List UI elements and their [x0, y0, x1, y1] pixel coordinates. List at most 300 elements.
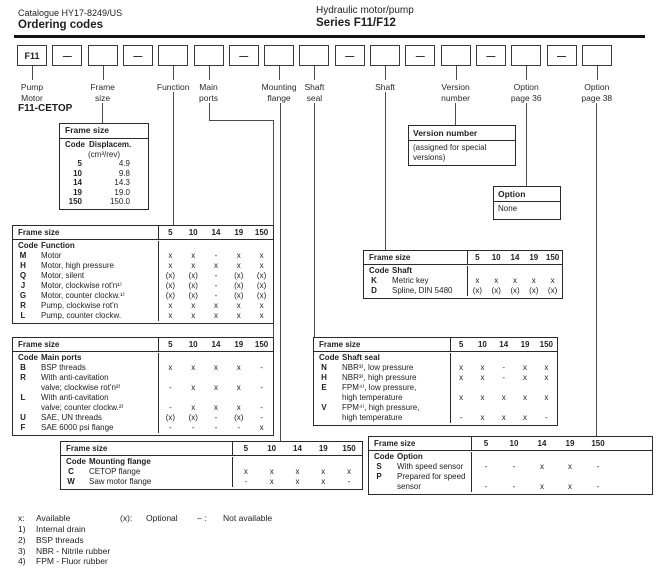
availability-cell: x: [295, 477, 300, 486]
code-cell: L: [20, 393, 26, 402]
code-cell: K: [371, 276, 377, 285]
frame-size-columns: [450, 338, 558, 351]
footnote-line: [18, 546, 110, 557]
code-cell: N: [321, 363, 327, 372]
legend-label: Available: [36, 513, 71, 523]
availability-cell: x: [544, 363, 549, 372]
displacement-rows: [60, 159, 148, 207]
availability-cell: -: [214, 423, 218, 432]
code-cell: 14: [73, 178, 82, 187]
category-header-label: Shaft: [392, 266, 412, 275]
code-cell: R: [20, 301, 26, 310]
table-row: [13, 383, 273, 393]
frame-size-columns: [467, 251, 562, 264]
code-cell: [314, 393, 342, 403]
frame-col-header: 5: [483, 438, 489, 448]
code-separator-box: —: [229, 45, 259, 66]
code-separator-box: —: [123, 45, 153, 66]
availability-cell: x: [259, 301, 264, 310]
description-cell: NBR³⁾, high pressure: [342, 373, 417, 382]
box-connector-tick: [173, 66, 174, 80]
code-cell: C: [68, 467, 74, 476]
connector-mounting-flange: [280, 103, 281, 441]
code-box-prefix: F11: [17, 45, 47, 66]
mounting-flange-table: [60, 441, 363, 490]
code-separator-box: —: [405, 45, 435, 66]
availability-cell: x: [523, 413, 528, 422]
table-subheader: [13, 353, 273, 363]
code-header-label: Code: [18, 241, 38, 250]
availability-cell: (x): [510, 286, 520, 295]
table-row: [13, 373, 273, 383]
table-body: [364, 265, 562, 298]
table-row: [61, 477, 362, 487]
availability-cell: x: [213, 311, 218, 320]
code-cell: J: [20, 281, 26, 290]
box-connector-tick: [385, 66, 386, 80]
frame-size-columns: [232, 442, 362, 455]
availability-cell: -: [596, 482, 600, 491]
code-box-blank: [511, 45, 541, 66]
code-header-label: Code: [66, 457, 86, 466]
table-row: [60, 169, 148, 179]
frame-col-header: 14: [510, 252, 520, 262]
footnote-number: 1): [18, 524, 26, 534]
availability-cell: (x): [188, 413, 198, 422]
table-row: [13, 251, 273, 261]
code-header-label: Code: [18, 353, 38, 362]
table-row: [314, 383, 557, 393]
frame-col-header: 5: [458, 339, 464, 349]
availability-cell: (x): [234, 413, 244, 422]
footnote-text: Internal drain: [36, 524, 86, 534]
description-cell: Motor: [41, 251, 62, 260]
table-body: [13, 240, 273, 323]
table-row: [369, 482, 652, 492]
code-box-blank: [264, 45, 294, 66]
frame-col-header: 150: [545, 252, 560, 262]
code-cell: M: [19, 251, 27, 260]
connector-version-number: [455, 103, 456, 125]
category-header-label: Mounting flange: [89, 457, 151, 466]
code-group-label: Option page 38: [581, 82, 613, 103]
function-table: [12, 225, 274, 324]
frame-col-header: 150: [591, 438, 605, 448]
table-column-headers: [60, 139, 148, 150]
table-row: [314, 363, 557, 373]
availability-cell: -: [169, 403, 172, 412]
code-cell: 10: [73, 168, 82, 178]
description-cell: Motor, high pressure: [41, 261, 114, 270]
code-group-label: Function: [156, 82, 190, 92]
availability-cell: x: [295, 467, 300, 476]
availability-cell: (x): [256, 281, 267, 290]
frame-size-header-label: Frame size: [66, 443, 108, 453]
availability-cell: x: [540, 482, 544, 491]
availability-cell: x: [191, 383, 196, 392]
availability-cell: x: [321, 467, 326, 476]
footnote-line: [18, 535, 110, 546]
availability-cell: (x): [188, 271, 198, 280]
availability-cell: -: [512, 462, 516, 471]
description-cell: Spline, DIN 5480: [392, 286, 453, 295]
table-row: [13, 423, 273, 433]
availability-cell: -: [237, 423, 241, 432]
frame-col-header: 150: [539, 339, 554, 349]
box-connector-tick: [209, 66, 210, 80]
frame-col-header: 150: [342, 443, 356, 453]
table-row: [13, 301, 273, 311]
version-number-box: [408, 125, 516, 166]
code-cell: [314, 413, 342, 423]
availability-cell: x: [236, 403, 241, 412]
frame-col-header: 14: [293, 443, 302, 453]
availability-cell: x: [259, 423, 264, 432]
code-column-header: Code: [65, 140, 85, 149]
code-cell: D: [371, 286, 377, 295]
legend-symbol: – :: [197, 513, 207, 523]
code-separator-box: —: [547, 45, 577, 66]
availability-cell: x: [550, 276, 555, 285]
availability-cell: -: [502, 363, 506, 372]
box-connector-tick: [526, 66, 527, 80]
footnote-number: 2): [18, 534, 26, 545]
availability-cell: (x): [188, 281, 198, 290]
description-cell: BSP threads: [41, 363, 86, 372]
availability-cell: x: [480, 393, 485, 402]
legend-optional: [120, 513, 197, 523]
description-cell: NBR³⁾, low pressure: [342, 363, 414, 372]
availability-cell: x: [168, 251, 173, 260]
availability-cell: x: [191, 311, 196, 320]
code-cell: W: [67, 477, 75, 486]
availability-cell: -: [596, 462, 600, 471]
availability-cell: (x): [491, 286, 501, 295]
displacement-cell: 14.3: [114, 178, 130, 187]
availability-cell: -: [214, 271, 218, 280]
code-cell: E: [321, 383, 327, 392]
description-cell: With anti-cavitation: [41, 393, 109, 402]
connector-shaft-seal: [314, 103, 315, 337]
description-cell: Motor, silent: [41, 271, 85, 280]
code-separator-box: —: [335, 45, 365, 66]
description-cell: Saw motor flange: [89, 477, 152, 486]
table-row: [364, 286, 562, 296]
frame-col-header: 10: [188, 227, 198, 237]
code-group-label: Shaft seal: [304, 82, 325, 103]
footnote-text: BSP threads: [36, 534, 84, 545]
availability-cell: (x): [234, 271, 244, 280]
availability-cell: x: [236, 363, 241, 372]
catalogue-number: Catalogue HY17-8249/US: [18, 8, 123, 18]
frame-col-header: 10: [267, 443, 277, 453]
availability-cell: (x): [256, 271, 267, 280]
code-box-blank: [299, 45, 329, 66]
availability-cell: x: [236, 311, 241, 320]
legend: [18, 513, 272, 523]
table-title: Frame size: [60, 124, 148, 139]
code-group-label: Main ports: [199, 82, 218, 103]
code-cell: Q: [19, 271, 27, 280]
availability-cell: x: [213, 383, 218, 392]
availability-cell: -: [347, 477, 351, 486]
availability-cell: -: [169, 423, 172, 432]
table-body: [13, 352, 273, 435]
code-cell: B: [20, 363, 26, 372]
availability-cell: x: [347, 467, 352, 476]
availability-cell: x: [459, 373, 464, 382]
code-separator-box: —: [476, 45, 506, 66]
frame-size-columns: [471, 437, 652, 450]
availability-cell: x: [523, 373, 528, 382]
option-none-box: [493, 186, 561, 220]
availability-cell: x: [568, 482, 572, 491]
availability-cell: x: [168, 301, 173, 310]
availability-cell: x: [191, 261, 196, 270]
shaft-seal-table: [313, 337, 558, 426]
series-title: Series F11/F12: [316, 17, 396, 29]
frame-size-displacement-table: [59, 123, 149, 210]
description-cell: sensor: [397, 482, 422, 491]
availability-cell: -: [260, 413, 263, 422]
table-row: [369, 472, 652, 482]
description-cell: Pump, clockwise rot'n: [41, 301, 119, 310]
footnote-line: [18, 524, 110, 535]
availability-cell: x: [269, 467, 274, 476]
category-header-label: Function: [41, 241, 75, 250]
table-row: [13, 393, 273, 403]
product-title: Hydraulic motor/pump: [316, 5, 414, 16]
availability-cell: x: [568, 462, 572, 471]
availability-cell: -: [214, 251, 218, 260]
footnote-number: 3): [18, 545, 26, 556]
legend-symbol: (x):: [120, 513, 133, 523]
availability-cell: (x): [529, 286, 539, 295]
code-cell: [369, 482, 397, 492]
availability-cell: x: [321, 477, 326, 486]
page-section-title: Ordering codes: [18, 19, 103, 31]
frame-col-header: 19: [234, 227, 244, 237]
category-header-label: Option: [397, 452, 423, 461]
main-ports-table: [12, 337, 274, 436]
code-separator-box: —: [52, 45, 82, 66]
availability-cell: -: [545, 413, 548, 422]
availability-cell: -: [260, 363, 263, 372]
table-header: [314, 338, 557, 352]
description-cell: valve; clockwise rot'n²⁾: [41, 383, 121, 392]
version-box-body: (assigned for special versions): [413, 143, 487, 162]
availability-cell: x: [243, 467, 248, 476]
box-connector-tick: [456, 66, 457, 80]
description-cell: With speed sensor: [397, 462, 464, 471]
availability-cell: (x): [165, 291, 176, 300]
availability-cell: x: [494, 276, 499, 285]
displacement-cell: 150.0: [109, 197, 130, 206]
availability-cell: x: [531, 276, 536, 285]
code-group-label: Option page 36: [510, 82, 542, 103]
option-table: [368, 436, 653, 495]
frame-col-header: 10: [491, 252, 501, 262]
code-cell: G: [19, 291, 27, 300]
description-cell: valve; counter clockw.²⁾: [41, 403, 124, 412]
frame-col-header: 150: [254, 339, 269, 349]
availability-cell: x: [236, 261, 241, 270]
availability-cell: -: [191, 423, 195, 432]
code-cell: 150: [68, 197, 82, 206]
frame-col-header: 5: [168, 339, 173, 349]
frame-col-header: 19: [318, 443, 328, 453]
code-box-blank: [582, 45, 612, 66]
availability-cell: x: [236, 383, 241, 392]
frame-size-header-label: Frame size: [319, 339, 361, 349]
description-cell: SAE, UN threads: [41, 413, 102, 422]
frame-col-header: 19: [234, 339, 244, 349]
code-group-label: Shaft: [375, 82, 395, 92]
displacement-cell: 19.0: [114, 187, 130, 197]
code-cell: U: [20, 413, 26, 422]
availability-cell: -: [459, 413, 463, 422]
connector-main-ports-v1: [209, 103, 210, 121]
unit-label: (cm³/rev): [88, 149, 120, 159]
availability-cell: -: [484, 462, 488, 471]
code-group-label: Mounting flange: [261, 82, 297, 103]
option-box-value: None: [498, 204, 518, 213]
footnotes: [18, 524, 110, 567]
availability-cell: x: [480, 413, 485, 422]
code-cell: F: [20, 423, 26, 432]
availability-cell: x: [501, 413, 506, 422]
code-box-blank: [370, 45, 400, 66]
frame-col-header: 5: [475, 252, 480, 262]
availability-cell: -: [260, 383, 263, 392]
availability-cell: (x): [165, 271, 176, 280]
description-cell: With anti-cavitation: [41, 373, 109, 382]
availability-cell: x: [269, 477, 274, 486]
connector-option-36: [526, 103, 527, 186]
code-cell: L: [20, 311, 26, 320]
availability-cell: x: [191, 403, 196, 412]
frame-col-header: 14: [537, 438, 547, 448]
table-body: [61, 456, 362, 489]
table-row: [13, 261, 273, 271]
model-designation: F11-CETOP: [18, 103, 73, 114]
table-row: [314, 373, 557, 383]
availability-cell: x: [213, 301, 218, 310]
table-row: [60, 188, 148, 198]
description-cell: Pump, counter clockw.: [41, 311, 122, 320]
frame-col-header: 5: [168, 227, 173, 237]
availability-cell: x: [168, 311, 173, 320]
code-cell: 19: [73, 187, 82, 197]
table-header: [13, 226, 273, 240]
connector-main-ports-h: [209, 120, 274, 121]
frame-col-header: 10: [509, 438, 519, 448]
table-row: [369, 462, 652, 472]
table-subheader: [13, 241, 273, 251]
category-header-label: Shaft seal: [342, 353, 380, 362]
table-row: [13, 363, 273, 373]
version-box-title: Version number: [409, 126, 515, 141]
availability-cell: -: [484, 482, 488, 491]
availability-cell: -: [244, 477, 248, 486]
availability-cell: x: [259, 251, 264, 260]
table-row: [60, 178, 148, 188]
code-cell: [13, 383, 41, 393]
code-cell: H: [20, 261, 26, 270]
frame-col-header: 5: [243, 443, 249, 453]
table-row: [13, 403, 273, 413]
availability-cell: (x): [472, 286, 483, 295]
availability-cell: x: [512, 276, 517, 285]
table-header: [364, 251, 562, 265]
frame-col-header: 150: [254, 227, 269, 237]
table-row: [314, 393, 557, 403]
table-row: [13, 413, 273, 423]
availability-cell: x: [213, 261, 218, 270]
table-header: [369, 437, 652, 451]
frame-size-header-label: Frame size: [369, 252, 411, 262]
footnote-number: 4): [18, 556, 26, 567]
connector-frame-size: [102, 103, 103, 123]
availability-cell: x: [191, 251, 196, 260]
description-cell: CETOP flange: [89, 467, 141, 476]
availability-cell: x: [459, 363, 464, 372]
table-row: [13, 281, 273, 291]
table-row: [60, 159, 148, 169]
description-cell: Prepared for speed: [397, 472, 466, 481]
footnote-text: FPM - Fluor rubber: [36, 556, 108, 567]
availability-cell: x: [501, 393, 506, 402]
table-row: [13, 291, 273, 301]
displacement-cell: 4.9: [118, 159, 130, 168]
frame-size-header-label: Frame size: [18, 227, 60, 237]
table-body: [314, 352, 557, 425]
frame-size-columns: [158, 338, 273, 351]
connector-option-38: [596, 103, 597, 436]
table-header: [13, 338, 273, 352]
description-cell: high temperature: [342, 393, 403, 402]
legend-symbol: x:: [18, 513, 25, 523]
availability-cell: -: [169, 383, 172, 392]
frame-col-header: 19: [529, 252, 539, 262]
box-connector-tick: [279, 66, 280, 80]
code-cell: V: [321, 403, 327, 412]
code-group-label: Version number: [441, 82, 471, 103]
availability-cell: x: [480, 373, 485, 382]
table-row: [61, 467, 362, 477]
box-connector-tick: [32, 66, 33, 80]
frame-size-header-label: Frame size: [18, 339, 60, 349]
table-subheader: [61, 457, 362, 467]
availability-cell: x: [544, 373, 549, 382]
box-connector-tick: [314, 66, 315, 80]
availability-cell: -: [502, 373, 506, 382]
code-header-label: Code: [369, 266, 389, 275]
availability-cell: x: [459, 393, 464, 402]
availability-cell: x: [523, 393, 528, 402]
category-header-label: Main ports: [41, 353, 82, 362]
frame-col-header: 14: [211, 227, 221, 237]
availability-cell: (x): [547, 286, 558, 295]
availability-cell: x: [523, 363, 528, 372]
frame-col-header: 19: [565, 438, 575, 448]
box-connector-tick: [103, 66, 104, 80]
displacement-cell: 9.8: [118, 168, 130, 178]
availability-cell: -: [512, 482, 516, 491]
availability-cell: x: [236, 251, 241, 260]
code-cell: R: [20, 373, 26, 382]
availability-cell: (x): [234, 281, 244, 290]
